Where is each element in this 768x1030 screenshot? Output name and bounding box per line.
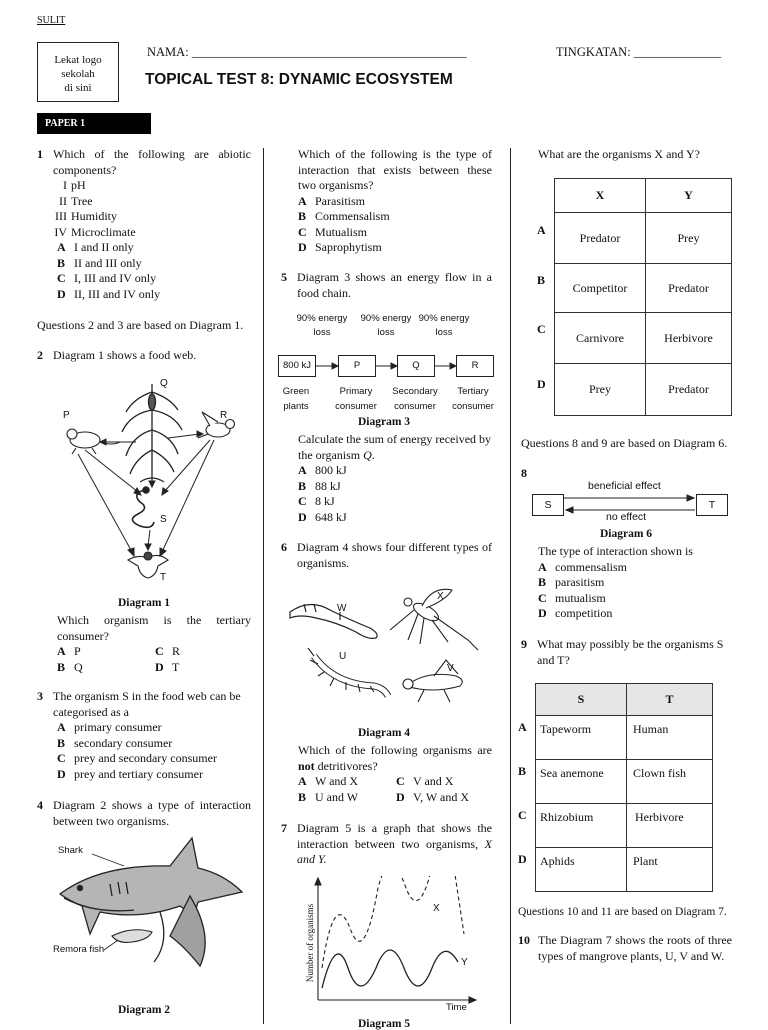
column-divider-2: [510, 148, 511, 1024]
answer-table-q9: [535, 683, 713, 892]
label-p: P: [63, 410, 70, 421]
option-d[interactable]: D Saprophytism: [298, 240, 382, 254]
column-divider-1: [263, 148, 264, 1024]
diagram-3-caption: Diagram 3: [357, 416, 411, 428]
table-row[interactable]: Tapeworm Human: [536, 716, 713, 760]
question-text: What are the organisms X and Y?: [538, 147, 700, 161]
question-text: The type of interaction shown is: [538, 544, 693, 558]
diagram-1-caption: Diagram 1: [117, 597, 171, 609]
label-w: W: [337, 603, 347, 614]
question-5-stem: 5 Diagram 3 shows an energy flow in a food chain.: [281, 270, 492, 300]
questions-8-9-intro: Questions 8 and 9 are based on Diagram 6.: [521, 436, 728, 450]
table-row[interactable]: Carnivore Herbivore: [555, 313, 732, 364]
remora-fish-label: Remora fish: [53, 944, 105, 955]
table-row[interactable]: Competitor Predator: [555, 264, 732, 313]
population-graph: [296, 876, 496, 1018]
earthworm-illustration: [290, 604, 377, 638]
table-row[interactable]: Aphids Plant: [536, 848, 713, 892]
question-9-stem: 9 What may possibly be the organisms S and T?: [521, 637, 724, 667]
option-d[interactable]: D V, W and X: [396, 789, 470, 804]
question-text: Which of the following organisms are not detritivores?: [298, 743, 492, 773]
table-header-y: Y: [646, 179, 732, 213]
option-a[interactable]: A commensalism: [538, 559, 627, 574]
food-web-diagram: [40, 372, 255, 597]
question-text: Calculate the sum of energy received by the organism Q.: [298, 432, 492, 462]
row-key-a[interactable]: A: [518, 720, 527, 734]
series-y-line: [322, 950, 458, 988]
label-beneficial-effect: beneficial effect: [588, 480, 661, 492]
option-a[interactable]: A I and II only: [57, 240, 134, 254]
label-s: S: [160, 514, 167, 525]
question-8-number: 8: [521, 466, 527, 480]
question-3: 3 The organism S in the food web can be categorised as a A primary consumer B secondary consumer C prey and secondary consumer D prey and tertiary consumer: [37, 689, 251, 782]
diagram-5-caption: Diagram 5: [357, 1018, 411, 1030]
energy-box-q: Q: [397, 355, 435, 377]
question-10: 10 The Diagram 7 shows the roots of three types of mangrove plants, U, V and W.: [518, 933, 732, 963]
questions-2-3-intro: Questions 2 and 3 are based on Diagram 1.: [37, 318, 244, 332]
shark-remora-diagram: [40, 832, 255, 1002]
option-a[interactable]: A Parasitism: [298, 193, 365, 208]
page-title: TOPICAL TEST 8: DYNAMIC ECOSYSTEM: [145, 71, 453, 88]
energy-flow-arrows: [276, 312, 496, 382]
y-axis-label: Number of organisms: [305, 903, 315, 983]
question-2: [57, 613, 251, 675]
option-a[interactable]: A 800 kJ: [298, 463, 347, 477]
row-key-d[interactable]: D: [518, 852, 527, 866]
logo-line-1: Lekat logo: [54, 54, 102, 66]
option-c[interactable]: C Mutualism: [298, 224, 368, 239]
row-key-b[interactable]: B: [518, 764, 527, 778]
option-c[interactable]: C R: [155, 644, 181, 658]
option-d[interactable]: D T: [155, 659, 180, 674]
diagram-4-caption: Diagram 4: [357, 727, 411, 739]
table-row[interactable]: Predator Prey: [555, 213, 732, 264]
energy-flow-diagram: [276, 312, 496, 422]
trophic-label: Tertiary consumer: [452, 386, 494, 412]
corn-plant-illustration: [122, 384, 182, 482]
row-key-a[interactable]: A: [537, 223, 546, 237]
option-c[interactable]: C I, III and IV only: [57, 271, 157, 285]
energy-box-green-plants: 800 kJ: [278, 355, 316, 377]
answer-table-q7: [554, 178, 732, 416]
option-a[interactable]: A P: [57, 644, 81, 658]
table-row[interactable]: Rhizobium Herbivore: [536, 804, 713, 848]
label-r: R: [220, 410, 228, 421]
option-d[interactable]: D prey and tertiary consumer: [57, 766, 203, 781]
option-b[interactable]: B parasitism: [538, 575, 605, 589]
row-key-c[interactable]: C: [537, 322, 546, 336]
table-header-x: X: [555, 179, 646, 213]
option-d[interactable]: D 648 kJ: [298, 509, 347, 524]
mosquito-illustration: [390, 589, 478, 650]
option-b[interactable]: B Commensalism: [298, 209, 390, 223]
tingkatan-field[interactable]: TINGKATAN: ______________: [556, 45, 722, 59]
label-q: Q: [160, 378, 168, 389]
box-s: S: [532, 494, 564, 516]
question-text: The organism S in the food web can be categorised as a: [53, 689, 241, 719]
question-4-stem: 4 Diagram 2 shows a type of interaction between two organisms.: [37, 798, 251, 828]
question-text: Which of the following is the type of interaction that exists between these two organisms?: [298, 147, 492, 192]
option-d[interactable]: D competition: [538, 606, 613, 620]
row-key-d[interactable]: D: [537, 377, 546, 391]
energy-loss-label: 90% energy loss: [296, 313, 348, 338]
roman-item: IV Microclimate: [54, 224, 136, 239]
question-7: [538, 147, 738, 163]
option-c[interactable]: C mutualism: [538, 590, 606, 605]
question-5: [298, 432, 492, 525]
diagram-2-caption: Diagram 2: [117, 1004, 171, 1016]
remora-fish-illustration: [112, 930, 152, 943]
sulit-label: SULIT: [37, 15, 66, 26]
shark-label: Shark: [58, 845, 83, 856]
energy-loss-label: 90% energy loss: [418, 313, 470, 338]
logo-placeholder-box: [37, 42, 119, 102]
option-c[interactable]: C V and X: [396, 774, 454, 788]
option-b[interactable]: B secondary consumer: [57, 735, 173, 750]
question-1: [37, 147, 251, 302]
option-b[interactable]: B Q: [57, 659, 83, 674]
label-no-effect: no effect: [606, 511, 647, 523]
question-4: [298, 147, 492, 256]
option-b[interactable]: B U and W: [298, 789, 359, 804]
question-text: Which organism is the tertiary consumer?: [57, 613, 251, 643]
trophic-label: Secondary consumer: [392, 386, 438, 412]
x-axis-label: Time: [446, 1002, 467, 1013]
question-6-stem: 6 Diagram 4 shows four different types of organisms.: [281, 540, 492, 570]
logo-line-3: di sini: [64, 82, 92, 94]
series-x-label: X: [433, 903, 440, 914]
label-x: X: [437, 591, 444, 602]
energy-loss-label: 90% energy loss: [360, 313, 412, 338]
label-u: U: [339, 651, 347, 662]
option-a[interactable]: A primary consumer: [57, 720, 162, 734]
question-6: [298, 743, 492, 805]
table-row[interactable]: Prey Predator: [555, 364, 732, 416]
question-text: Which of the following are abiotic components?: [53, 147, 251, 177]
question-7-stem: 7 Diagram 5 is a graph that shows the interaction between two organisms, X and Y.: [281, 821, 492, 866]
option-a[interactable]: A W and X: [298, 774, 359, 788]
paper-banner: [37, 113, 151, 134]
questions-10-11-intro: Questions 10 and 11 are based on Diagram 7.: [518, 906, 727, 918]
option-d[interactable]: D II, III and IV only: [57, 286, 161, 301]
series-x-line: [322, 876, 464, 968]
organisms-diagram: [284, 584, 494, 714]
millipede-illustration: [308, 648, 388, 696]
label-v: V: [447, 663, 454, 674]
option-b[interactable]: B II and III only: [57, 255, 142, 270]
table-header-s: S: [536, 684, 627, 716]
option-c[interactable]: C prey and secondary consumer: [57, 751, 217, 765]
roman-item: III Humidity: [55, 209, 118, 223]
question-number: 1: [37, 147, 43, 161]
box-t: T: [696, 494, 728, 516]
roman-item: II Tree: [59, 193, 93, 208]
question-8: [538, 544, 738, 622]
option-c[interactable]: C 8 kJ: [298, 494, 335, 508]
energy-box-p: P: [338, 355, 376, 377]
label-t: T: [160, 572, 167, 583]
energy-box-r: R: [456, 355, 494, 377]
row-key-c[interactable]: C: [518, 808, 527, 822]
table-header-t: T: [627, 684, 713, 716]
nama-field[interactable]: NAMA: ____________________________________________: [147, 45, 467, 59]
roman-item: I pH: [63, 178, 86, 192]
row-key-b[interactable]: B: [537, 273, 546, 287]
paper-label: PAPER 1: [45, 118, 86, 129]
series-y-label: Y: [461, 957, 468, 968]
trophic-label: Primary consumer: [335, 386, 377, 412]
logo-line-2: sekolah: [61, 68, 95, 80]
table-row[interactable]: Sea anemone Clown fish: [536, 760, 713, 804]
interaction-diagram: [530, 478, 730, 528]
diagram-6-caption: Diagram 6: [599, 528, 653, 540]
trophic-label: Green plants: [282, 386, 310, 412]
question-2-stem: 2 Diagram 1 shows a food web.: [37, 348, 197, 362]
option-b[interactable]: B 88 kJ: [298, 478, 341, 493]
